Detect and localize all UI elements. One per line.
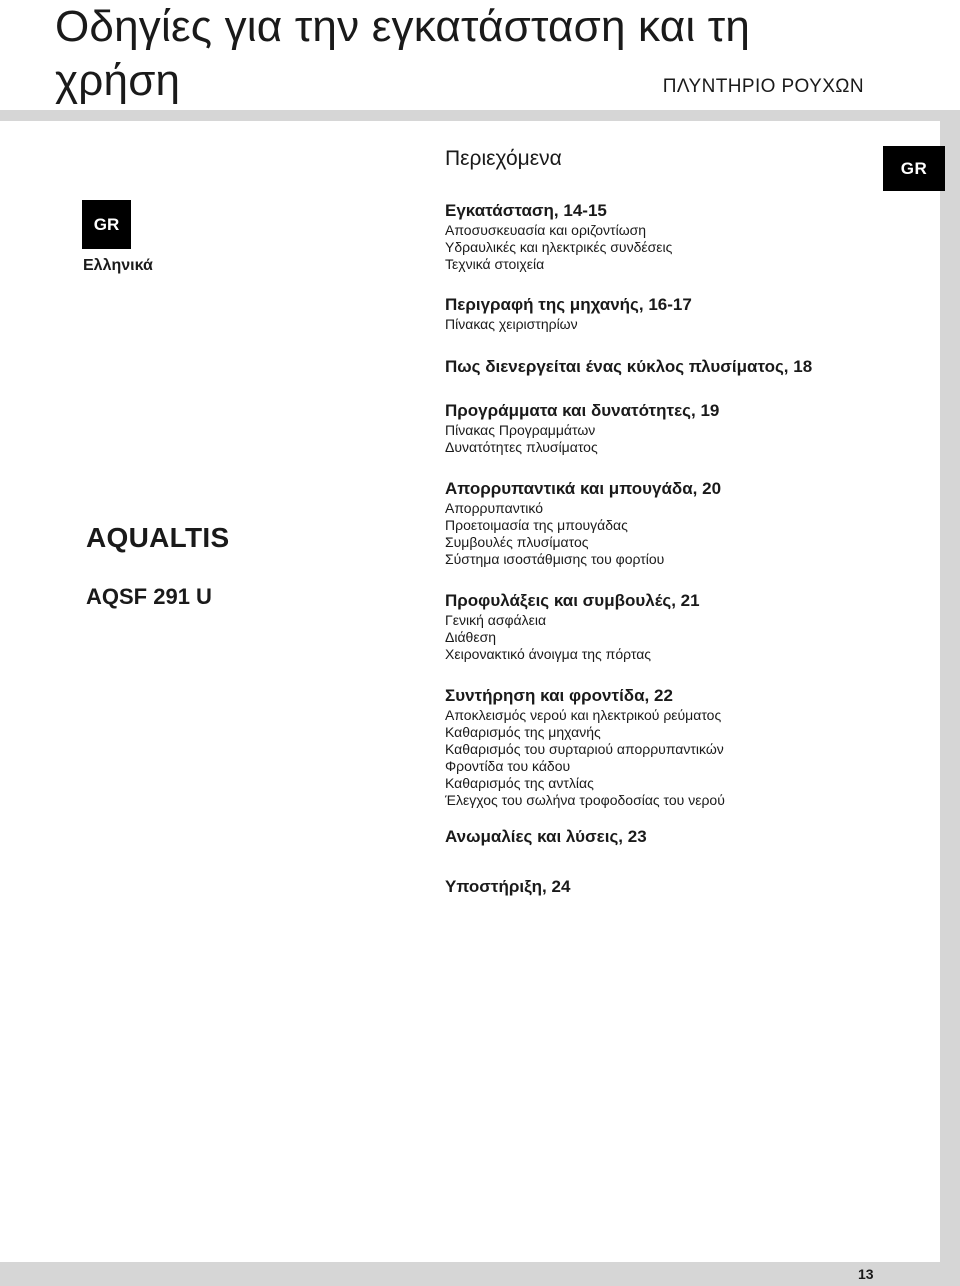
toc-heading: Περιεχόμενα bbox=[445, 147, 562, 170]
page-number: 13 bbox=[858, 1266, 874, 1282]
toc-entry: Πίνακας Προγραμμάτων bbox=[445, 422, 596, 438]
toc-section-detergents bbox=[445, 478, 925, 568]
toc-entry: Σύστημα ισοστάθμισης του φορτίου bbox=[445, 551, 665, 567]
toc-entry: Διάθεση bbox=[445, 629, 497, 645]
language-tab: GR bbox=[883, 146, 945, 191]
footer-band bbox=[0, 1262, 960, 1286]
toc-section-precautions bbox=[445, 590, 925, 663]
toc-entry: Υδραυλικές και ηλεκτρικές συνδέσεις bbox=[445, 239, 673, 255]
brand-name: AQUALTIS bbox=[86, 522, 230, 553]
toc-section-title: Προφυλάξεις και συμβουλές, 21 bbox=[445, 591, 700, 610]
toc-section-maintenance bbox=[445, 685, 925, 809]
toc-entry: Καθαρισμός της αντλίας bbox=[445, 775, 594, 791]
toc-entry: Καθαρισμός της μηχανής bbox=[445, 724, 601, 740]
toc-entry: Γενική ασφάλεια bbox=[445, 612, 547, 628]
language-code-badge: GR bbox=[82, 200, 131, 249]
toc-section-troubleshooting bbox=[445, 826, 925, 848]
header-divider-band bbox=[0, 110, 960, 121]
toc-entry: Χειρονακτικό άνοιγμα της πόρτας bbox=[445, 646, 652, 662]
toc-entry: Καθαρισμός του συρταριού απορρυπαντικών bbox=[445, 741, 724, 757]
toc-entry: Συμβουλές πλυσίματος bbox=[445, 534, 589, 550]
toc-entry: Πίνακας χειριστηρίων bbox=[445, 316, 578, 332]
toc-section-title: Περιγραφή της μηχανής, 16-17 bbox=[445, 295, 692, 314]
language-name: Ελληνικά bbox=[83, 257, 153, 274]
model-name: AQSF 291 U bbox=[86, 584, 212, 609]
title-line-1: Οδηγίες για την εγκατάσταση και τη bbox=[55, 2, 750, 51]
toc-section-title: Εγκατάσταση, 14-15 bbox=[445, 201, 607, 220]
toc-entry: Έλεγχος του σωλήνα τροφοδοσίας του νερού bbox=[445, 792, 725, 808]
toc-section-support bbox=[445, 876, 925, 898]
toc-section-title: Υποστήριξη, 24 bbox=[445, 877, 571, 896]
toc-section-title: Ανωμαλίες και λύσεις, 23 bbox=[445, 827, 647, 846]
toc-section-programmes bbox=[445, 400, 925, 456]
toc-section-title: Προγράμματα και δυνατότητες, 19 bbox=[445, 401, 720, 420]
toc-entry: Αποσυσκευασία και οριζοντίωση bbox=[445, 222, 647, 238]
toc-section-description bbox=[445, 294, 925, 333]
toc-section-title: Πως διενεργείται ένας κύκλος πλυσίματος, 18 bbox=[445, 357, 813, 376]
product-type: ΠΛΥΝΤΗΡΙΟ ΡΟΥΧΩΝ bbox=[662, 76, 864, 97]
toc-entry: Φροντίδα του κάδου bbox=[445, 758, 571, 774]
toc-entry: Αποκλεισμός νερού και ηλεκτρικού ρεύματος bbox=[445, 707, 722, 723]
toc-section-title: Συντήρηση και φροντίδα, 22 bbox=[445, 686, 673, 705]
right-margin-strip bbox=[940, 121, 960, 1262]
toc-entry: Προετοιμασία της μπουγάδας bbox=[445, 517, 628, 533]
title-line-2: χρήση bbox=[55, 56, 181, 105]
toc-entry: Απορρυπαντικό bbox=[445, 500, 543, 516]
toc-entry: Τεχνικά στοιχεία bbox=[445, 256, 545, 272]
toc-section-installation bbox=[445, 200, 925, 273]
toc-entry: Δυνατότητες πλυσίματος bbox=[445, 439, 598, 455]
toc-section-wash-cycle bbox=[445, 356, 925, 378]
toc-section-title: Απορρυπαντικά και μπουγάδα, 20 bbox=[445, 479, 722, 498]
